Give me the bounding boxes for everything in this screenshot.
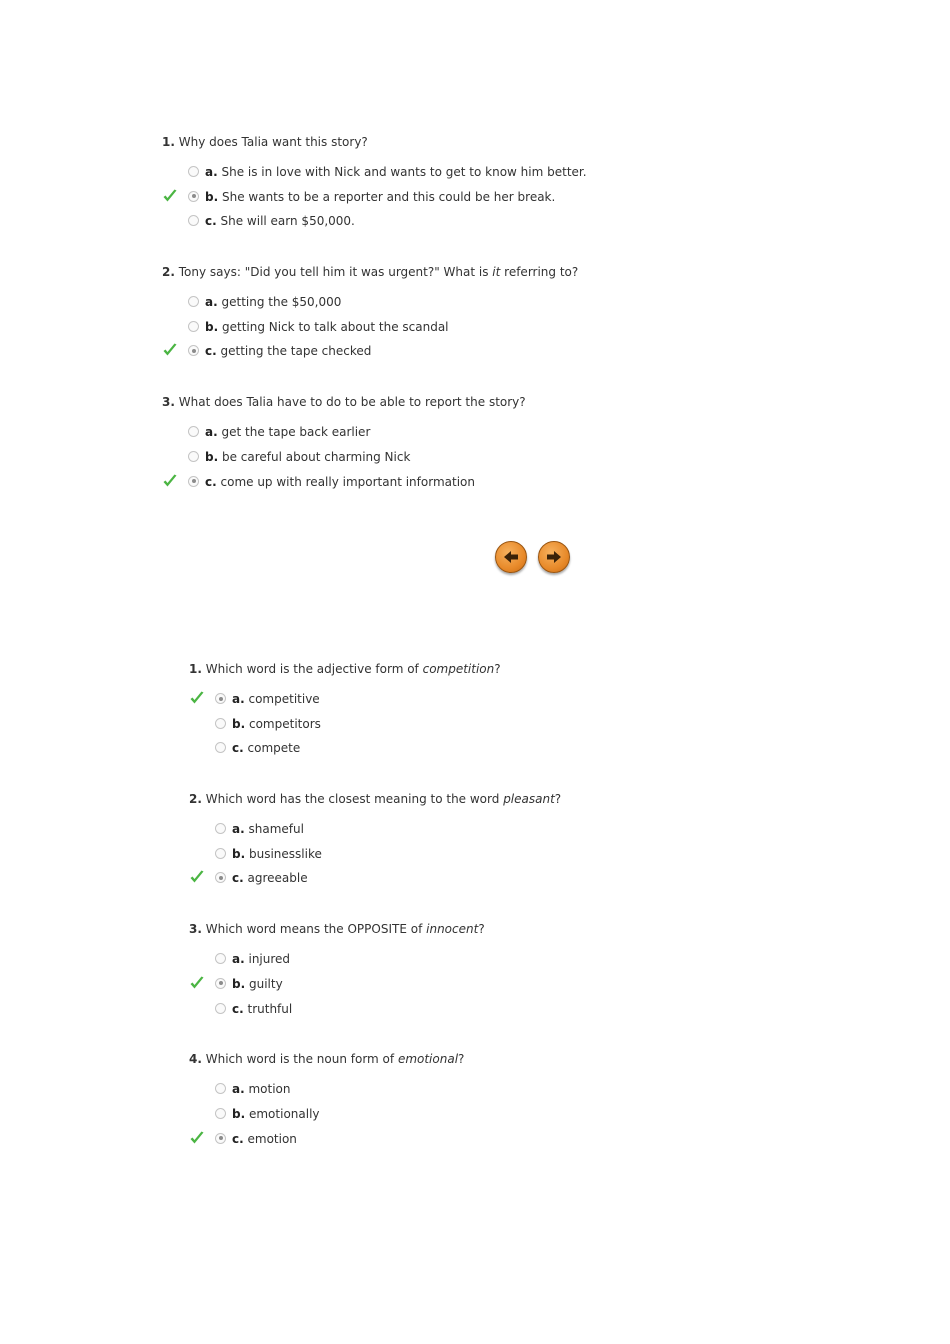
question-2: [162, 264, 722, 368]
option-c[interactable]: [189, 1001, 749, 1026]
question-1: [189, 661, 749, 765]
emphasized-word: innocent: [426, 922, 479, 937]
radio-button[interactable]: [215, 1108, 226, 1119]
previous-button[interactable]: [495, 541, 527, 573]
radio-button[interactable]: [215, 953, 226, 964]
radio-button[interactable]: [188, 426, 199, 437]
option-a[interactable]: [189, 1081, 749, 1106]
emphasized-word: competition: [422, 662, 495, 676]
radio-button[interactable]: [215, 1003, 226, 1014]
option-text: get the tape back earlier: [221, 425, 371, 440]
question-prompt: What does Talia have to do to be able to report the story?: [178, 395, 526, 410]
option-text: be careful about charming Nick: [221, 449, 411, 464]
option-letter: c.: [232, 1131, 244, 1146]
option-letter: c.: [205, 344, 217, 359]
radio-button[interactable]: [215, 742, 226, 753]
option-a[interactable]: [189, 821, 749, 846]
radio-button[interactable]: [188, 215, 199, 226]
question-text: [189, 921, 749, 937]
radio-button[interactable]: [188, 321, 199, 332]
question-number: 1.: [189, 662, 202, 676]
radio-button[interactable]: [215, 718, 226, 729]
comprehension-quiz: [162, 134, 722, 524]
radio-button[interactable]: [188, 296, 199, 307]
checkmark-icon: [162, 473, 178, 489]
option-text: guilty: [248, 976, 283, 991]
option-letter: c.: [205, 214, 217, 229]
option-a[interactable]: [189, 951, 749, 976]
emphasized-word: it: [492, 265, 501, 280]
option-letter: a.: [232, 952, 245, 967]
option-text: businesslike: [248, 846, 322, 861]
option-text: getting the tape checked: [220, 344, 372, 359]
next-button[interactable]: [538, 541, 570, 573]
question-prompt: Tony says: "Did you tell him it was urgent?" What is it referring to?: [178, 265, 579, 280]
option-letter: b.: [232, 1106, 246, 1121]
question-4: [189, 1051, 749, 1155]
option-text: shameful: [248, 822, 304, 837]
question-prompt: Which word is the adjective form of competition?: [205, 662, 501, 676]
radio-button[interactable]: [188, 476, 199, 487]
question-1: [162, 134, 722, 238]
option-text: She wants to be a reporter and this could be her break.: [221, 189, 556, 204]
answer-options: [162, 424, 722, 498]
answer-options: [189, 691, 749, 765]
radio-button[interactable]: [188, 451, 199, 462]
option-letter: b.: [205, 449, 219, 464]
option-letter: a.: [205, 165, 218, 179]
option-letter: b.: [232, 846, 246, 861]
radio-button[interactable]: [188, 191, 199, 202]
navigation-buttons: [495, 541, 575, 577]
option-text: She is in love with Nick and wants to get to know him better.: [221, 165, 587, 179]
question-number: 4.: [189, 1052, 202, 1067]
question-text: [162, 134, 722, 150]
option-letter: b.: [205, 319, 219, 334]
option-a[interactable]: [162, 164, 722, 189]
question-prompt: Which word is the noun form of emotional?: [205, 1052, 465, 1067]
option-letter: c.: [232, 741, 244, 756]
option-letter: c.: [232, 1001, 244, 1016]
option-letter: a.: [232, 692, 245, 706]
answer-options: [189, 821, 749, 895]
option-a[interactable]: [189, 691, 749, 716]
arrow-right-icon: [546, 549, 562, 565]
answer-options: [162, 164, 722, 238]
checkmark-icon: [162, 342, 178, 358]
option-letter: b.: [232, 976, 246, 991]
option-text: truthful: [247, 1001, 293, 1016]
question-3: [189, 921, 749, 1025]
radio-button[interactable]: [215, 823, 226, 834]
answer-options: [162, 294, 722, 368]
option-b[interactable]: [189, 976, 749, 1001]
question-text: [189, 661, 749, 677]
radio-button[interactable]: [215, 848, 226, 859]
option-c[interactable]: [162, 343, 722, 368]
answer-options: [189, 951, 749, 1025]
option-c[interactable]: [162, 213, 722, 238]
option-a[interactable]: [162, 294, 722, 319]
option-text: emotionally: [248, 1106, 320, 1121]
question-number: 2.: [162, 265, 175, 280]
option-c[interactable]: [162, 474, 722, 499]
option-text: competitive: [248, 692, 320, 706]
question-number: 2.: [189, 792, 202, 807]
option-b[interactable]: [162, 189, 722, 214]
checkmark-icon: [189, 690, 205, 706]
question-prompt: Which word has the closest meaning to the word pleasant?: [205, 792, 562, 807]
checkmark-icon: [189, 975, 205, 991]
option-b[interactable]: [189, 846, 749, 871]
option-text: injured: [248, 952, 291, 967]
option-b[interactable]: [162, 449, 722, 474]
question-prompt: Why does Talia want this story?: [178, 135, 368, 149]
option-letter: a.: [205, 425, 218, 440]
checkmark-icon: [189, 869, 205, 885]
question-number: 1.: [162, 135, 175, 149]
checkmark-icon: [189, 1130, 205, 1146]
vocabulary-quiz: [189, 661, 749, 1181]
option-letter: a.: [205, 295, 218, 310]
option-text: emotion: [247, 1131, 297, 1146]
option-b[interactable]: [162, 319, 722, 344]
option-letter: b.: [205, 189, 219, 204]
radio-button[interactable]: [188, 345, 199, 356]
question-number: 3.: [162, 395, 175, 410]
question-text: [162, 394, 722, 410]
radio-button[interactable]: [188, 166, 199, 177]
option-b[interactable]: [189, 716, 749, 741]
question-2: [189, 791, 749, 895]
radio-button[interactable]: [215, 1083, 226, 1094]
checkmark-icon: [162, 188, 178, 204]
radio-button[interactable]: [215, 693, 226, 704]
option-letter: b.: [232, 716, 246, 731]
option-text: getting the $50,000: [221, 295, 342, 310]
radio-button[interactable]: [215, 872, 226, 883]
arrow-left-icon: [503, 549, 519, 565]
option-letter: a.: [232, 1082, 245, 1097]
emphasized-word: emotional: [397, 1052, 459, 1067]
option-text: compete: [247, 741, 301, 756]
option-a[interactable]: [162, 424, 722, 449]
option-text: agreeable: [247, 871, 308, 886]
emphasized-word: pleasant: [503, 792, 555, 807]
option-text: come up with really important information: [220, 474, 475, 489]
option-b[interactable]: [189, 1106, 749, 1131]
option-c[interactable]: [189, 740, 749, 765]
option-c[interactable]: [189, 1131, 749, 1156]
radio-button[interactable]: [215, 1133, 226, 1144]
question-text: [162, 264, 722, 280]
option-text: motion: [248, 1082, 291, 1097]
question-number: 3.: [189, 922, 202, 937]
answer-options: [189, 1081, 749, 1155]
question-prompt: Which word means the OPPOSITE of innocent?: [205, 922, 485, 937]
option-letter: a.: [232, 822, 245, 837]
option-c[interactable]: [189, 870, 749, 895]
question-text: [189, 1051, 749, 1067]
option-letter: c.: [205, 474, 217, 489]
radio-button[interactable]: [215, 978, 226, 989]
question-3: [162, 394, 722, 498]
option-text: getting Nick to talk about the scandal: [221, 319, 449, 334]
option-letter: c.: [232, 871, 244, 886]
option-text: She will earn $50,000.: [220, 214, 355, 229]
question-text: [189, 791, 749, 807]
option-text: competitors: [248, 716, 321, 731]
